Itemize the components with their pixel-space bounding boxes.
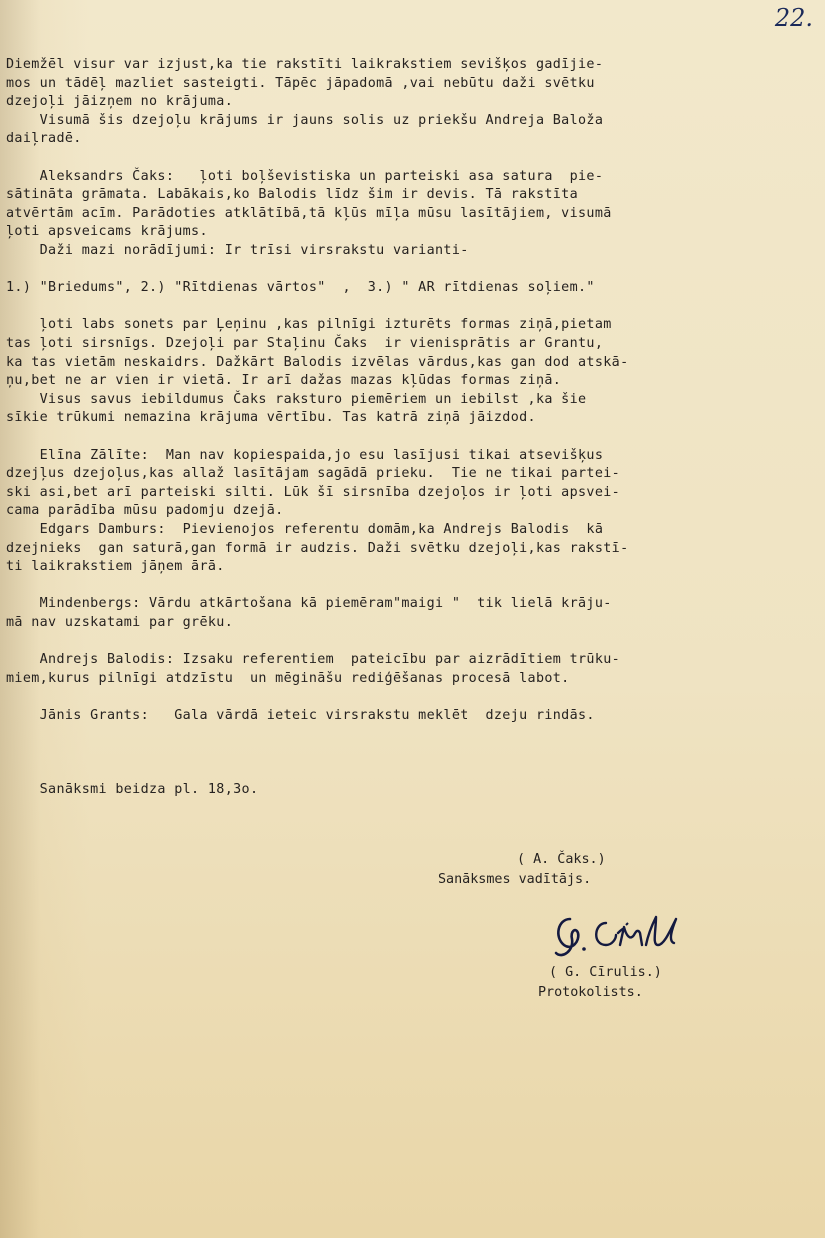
text-line: ņu,bet ne ar vien ir vietā. Ir arī dažas mazas kļūdas formas ziņā.: [6, 373, 562, 389]
text-line: sātināta grāmata. Labākais,ko Balodis līdz šim ir devis. Tā rakstīta: [6, 187, 579, 203]
text-line: dzejļus dzejoļus,kas allaž lasītājam sagādā prieku. Tie ne tikai partei-: [6, 466, 621, 482]
text-line: ļoti apsveicams krājums.: [6, 224, 208, 240]
handwritten-signature: [548, 905, 688, 965]
text-line: Mindenbergs: Vārdu atkārtošana kā piemēram"maigi " tik lielā krāju-: [6, 596, 612, 612]
chair-role: Sanāksmes vadītājs.: [438, 872, 592, 887]
text-line: Visus savus iebildumus Čaks raksturo piemēriem un iebilst ,ka šie: [6, 391, 587, 407]
text-line: ti laikrakstiem jāņem ārā.: [6, 559, 225, 575]
text-line: Visumā šis dzejoļu krājums ir jauns solis uz priekšu Andreja Baloža: [6, 112, 604, 128]
text-line: 1.) "Briedums", 2.) "Rītdienas vārtos" , 3.) " AR rītdienas soļiem.": [6, 280, 595, 296]
text-line: ļoti labs sonets par Ļeņinu ,kas pilnīgi izturēts formas ziņā,pietam: [6, 317, 612, 333]
text-line: ski asi,bet arī parteiski silti. Lūk šī sirsnība dzejoļos ir ļoti apsvei-: [6, 484, 621, 500]
text-line: Edgars Damburs: Pievienojos referentu domām,ka Andrejs Balodis kā: [6, 522, 604, 537]
text-line: Jānis Grants: Gala vārdā ieteic virsrakstu meklēt dzeju rindās.: [6, 708, 595, 723]
text-line: Elīna Zālīte: Man nav kopiespaida,jo esu lasījusi tikai atsevišķus: [6, 447, 604, 463]
chair-name: ( A. Čaks.): [517, 852, 606, 867]
page-number: 22.: [774, 4, 813, 32]
text-line: dzejoļi jāizņem no krājuma.: [6, 94, 234, 110]
text-line: cama parādība mūsu padomju dzejā.: [6, 503, 284, 519]
text-line: miem,kurus pilnīgi atdzīstu un mēgināšu rediģēšanas procesā labot.: [6, 670, 570, 686]
secretary-role: Protokolists.: [538, 985, 643, 1000]
text-line: ka tas vietām neskaidrs. Dažkārt Balodis izvēlas vārdus,kas gan dod atskā-: [6, 354, 629, 370]
text-line: Andrejs Balodis: Izsaku referentiem pateicību par aizrādītiem trūku-: [6, 652, 621, 668]
text-line: Aleksandrs Čaks: ļoti boļševistiska un parteiski asa satura pie-: [6, 168, 604, 184]
secretary-name: ( G. Cīrulis.): [549, 965, 662, 980]
text-line: mos un tādēļ mazliet sasteigti. Tāpēc jāpadomā ,vai nebūtu daži svētku: [6, 75, 595, 91]
text-line: atvērtām acīm. Parādoties atklātībā,tā kļūs mīļa mūsu lasītājiem, visumā: [6, 205, 612, 221]
text-line: Sanāksmi beidza pl. 18,3o.: [6, 782, 259, 798]
text-line: dzejnieks gan saturā,gan formā ir audzis. Daži svētku dzejoļi,kas rakstī-: [6, 540, 629, 556]
text-line: daiļradē.: [6, 131, 82, 147]
text-line: mā nav uzskatami par grēku.: [6, 615, 234, 630]
text-line: Daži mazi norādījumi: Ir trīsi virsrakstu varianti-: [6, 243, 469, 258]
text-line: sīkie trūkumi nemazina krājuma vērtību. Tas katrā ziņā jāizdod.: [6, 410, 536, 426]
text-line: tas ļoti sirsnīgs. Dzejoļi par Staļinu Čaks ir vienisprātis ar Grantu,: [6, 336, 604, 351]
text-line: Diemžēl visur var izjust,ka tie rakstīti laikrakstiem sevišķos gadījie-: [6, 57, 604, 72]
